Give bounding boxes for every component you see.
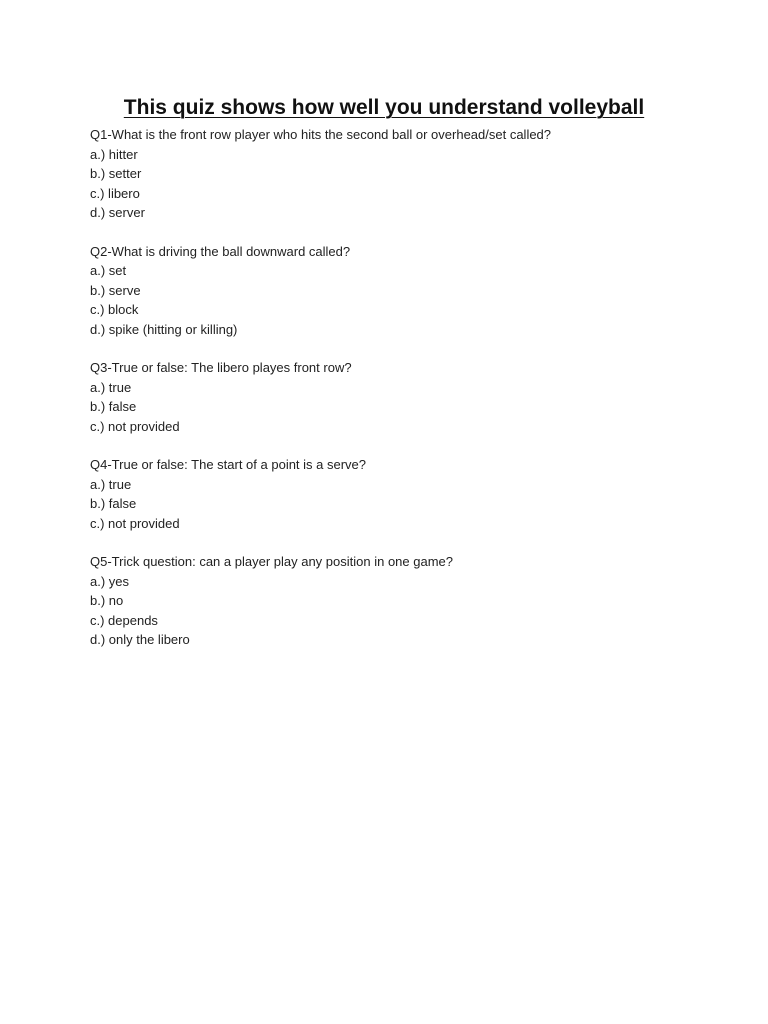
answer-option: b.) serve xyxy=(90,282,141,298)
question-3 xyxy=(90,358,730,436)
question-5 xyxy=(90,552,730,650)
answer-option: a.) set xyxy=(90,263,127,278)
answer-option: c.) not provided xyxy=(90,418,180,434)
question-4 xyxy=(90,455,730,533)
answer-option: a.) true xyxy=(90,476,132,492)
question-list xyxy=(90,125,730,669)
answer-option: c.) block xyxy=(90,302,139,317)
answer-option: d.) server xyxy=(90,205,145,220)
question-text: Q5-Trick question: can a player play any position in one game? xyxy=(90,554,453,569)
answer-option: c.) libero xyxy=(90,185,140,201)
quiz-title: This quiz shows how well you understand volleyball xyxy=(123,96,645,119)
question-text: Q3-True or false: The libero playes front row? xyxy=(90,360,352,375)
answer-option: b.) false xyxy=(90,496,137,511)
question-1 xyxy=(90,125,730,223)
answer-option: d.) spike (hitting or killing) xyxy=(90,321,238,337)
answer-option: b.) no xyxy=(90,593,124,608)
question-2 xyxy=(90,242,730,340)
question-text: Q2-What is driving the ball downward called? xyxy=(90,243,351,259)
question-text: Q1-What is the front row player who hits the second ball or overhead/set called? xyxy=(90,127,552,142)
answer-option: c.) depends xyxy=(90,612,158,628)
answer-option: a.) hitter xyxy=(90,146,138,162)
answer-option: d.) only the libero xyxy=(90,632,190,647)
answer-option: a.) true xyxy=(90,379,132,395)
answer-option: b.) setter xyxy=(90,166,142,181)
answer-option: b.) false xyxy=(90,399,137,414)
answer-option: c.) not provided xyxy=(90,515,180,531)
answer-option: a.) yes xyxy=(90,573,130,589)
question-text: Q4-True or false: The start of a point is a serve? xyxy=(90,457,367,472)
